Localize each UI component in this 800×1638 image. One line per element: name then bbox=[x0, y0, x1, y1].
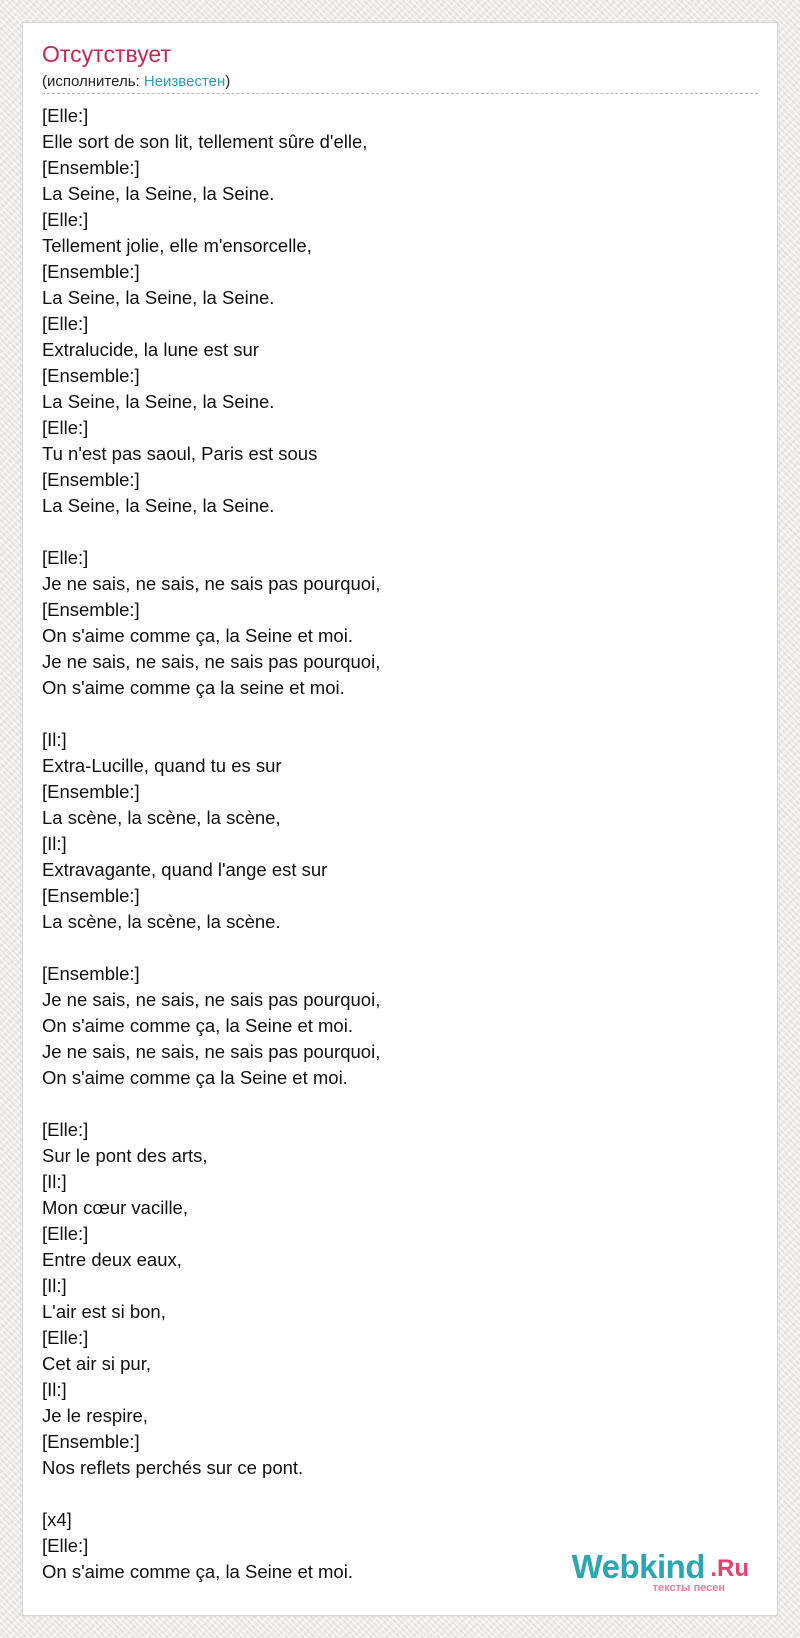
lyric-line: Nos reflets perchés sur ce pont. bbox=[42, 1457, 304, 1478]
artist-line bbox=[42, 73, 230, 91]
brand-tld: .Ru bbox=[710, 1555, 749, 1582]
lyric-line: [Elle:] bbox=[42, 105, 89, 126]
lyric-line: On s'aime comme ça, la Seine et moi. bbox=[42, 625, 353, 646]
lyric-line: [Elle:] bbox=[42, 209, 89, 230]
lyric-line: On s'aime comme ça, la Seine et moi. bbox=[42, 1561, 353, 1582]
lyric-line: [Ensemble:] bbox=[42, 261, 140, 282]
header-divider bbox=[42, 93, 758, 94]
artist-suffix: ) bbox=[225, 73, 231, 90]
lyric-line: [Elle:] bbox=[42, 1535, 89, 1556]
lyric-line: [x4] bbox=[42, 1509, 72, 1530]
song-title: Отсутствует bbox=[42, 41, 171, 67]
lyric-line: Mon cœur vacille, bbox=[42, 1197, 188, 1218]
artist-prefix: (исполнитель: bbox=[42, 73, 144, 90]
lyric-line: [Elle:] bbox=[42, 1223, 89, 1244]
lyric-line: [Ensemble:] bbox=[42, 599, 140, 620]
lyric-blank-line bbox=[42, 935, 758, 961]
lyric-line: On s'aime comme ça, la Seine et moi. bbox=[42, 1015, 353, 1036]
lyric-line: [Elle:] bbox=[42, 1327, 89, 1348]
lyrics-body bbox=[42, 103, 758, 1585]
lyric-line: La Seine, la Seine, la Seine. bbox=[42, 287, 275, 308]
lyric-line: On s'aime comme ça la seine et moi. bbox=[42, 677, 345, 698]
artist-link[interactable]: Неизвестен bbox=[143, 73, 226, 90]
lyric-line: [Ensemble:] bbox=[42, 469, 140, 490]
lyric-line: Je le respire, bbox=[42, 1405, 148, 1426]
lyric-line: [Il:] bbox=[42, 833, 67, 854]
lyric-line: Je ne sais, ne sais, ne sais pas pourquoi, bbox=[42, 1041, 381, 1062]
lyric-line: [Elle:] bbox=[42, 417, 89, 438]
lyric-line: [Ensemble:] bbox=[42, 365, 140, 386]
lyric-line: [Il:] bbox=[42, 1379, 67, 1400]
lyric-line: [Il:] bbox=[42, 729, 67, 750]
lyric-line: [Elle:] bbox=[42, 547, 89, 568]
lyric-line: [Ensemble:] bbox=[42, 781, 140, 802]
lyric-line: [Ensemble:] bbox=[42, 1431, 140, 1452]
lyric-line: Je ne sais, ne sais, ne sais pas pourquoi, bbox=[42, 573, 381, 594]
lyric-line: On s'aime comme ça la Seine et moi. bbox=[42, 1067, 348, 1088]
lyric-line: [Ensemble:] bbox=[42, 885, 140, 906]
lyric-line: Je ne sais, ne sais, ne sais pas pourquoi, bbox=[42, 989, 381, 1010]
lyric-line: [Elle:] bbox=[42, 313, 89, 334]
lyric-line: La scène, la scène, la scène, bbox=[42, 807, 281, 828]
lyric-line: La Seine, la Seine, la Seine. bbox=[42, 391, 275, 412]
lyric-blank-line bbox=[42, 1091, 758, 1117]
lyric-line: Extra-Lucille, quand tu es sur bbox=[42, 755, 282, 776]
lyric-line: Tu n'est pas saoul, Paris est sous bbox=[42, 443, 318, 464]
webkind-logo[interactable] bbox=[549, 1549, 749, 1595]
lyric-line: [Il:] bbox=[42, 1275, 67, 1296]
lyric-blank-line bbox=[42, 1481, 758, 1507]
lyric-line: Entre deux eaux, bbox=[42, 1249, 182, 1270]
lyric-line: Tellement jolie, elle m'ensorcelle, bbox=[42, 235, 312, 256]
lyric-line: Cet air si pur, bbox=[42, 1353, 151, 1374]
brand-name: Webkind bbox=[571, 1548, 705, 1585]
lyric-blank-line bbox=[42, 519, 758, 545]
brand-tagline: тексты песен bbox=[652, 1582, 725, 1594]
lyric-line: La Seine, la Seine, la Seine. bbox=[42, 495, 275, 516]
lyric-line: [Elle:] bbox=[42, 1119, 89, 1140]
lyric-line: Extravagante, quand l'ange est sur bbox=[42, 859, 328, 880]
lyric-line: [Ensemble:] bbox=[42, 963, 140, 984]
lyric-line: Sur le pont des arts, bbox=[42, 1145, 208, 1166]
lyric-line: Elle sort de son lit, tellement sûre d'elle, bbox=[42, 131, 368, 152]
lyric-line: L'air est si bon, bbox=[42, 1301, 166, 1322]
lyric-line: Extralucide, la lune est sur bbox=[42, 339, 259, 360]
lyric-line: La scène, la scène, la scène. bbox=[42, 911, 281, 932]
lyric-line: La Seine, la Seine, la Seine. bbox=[42, 183, 275, 204]
lyrics-card bbox=[22, 22, 778, 1616]
lyric-blank-line bbox=[42, 701, 758, 727]
lyric-line: [Ensemble:] bbox=[42, 157, 140, 178]
lyric-line: [Il:] bbox=[42, 1171, 67, 1192]
lyric-line: Je ne sais, ne sais, ne sais pas pourquoi, bbox=[42, 651, 381, 672]
